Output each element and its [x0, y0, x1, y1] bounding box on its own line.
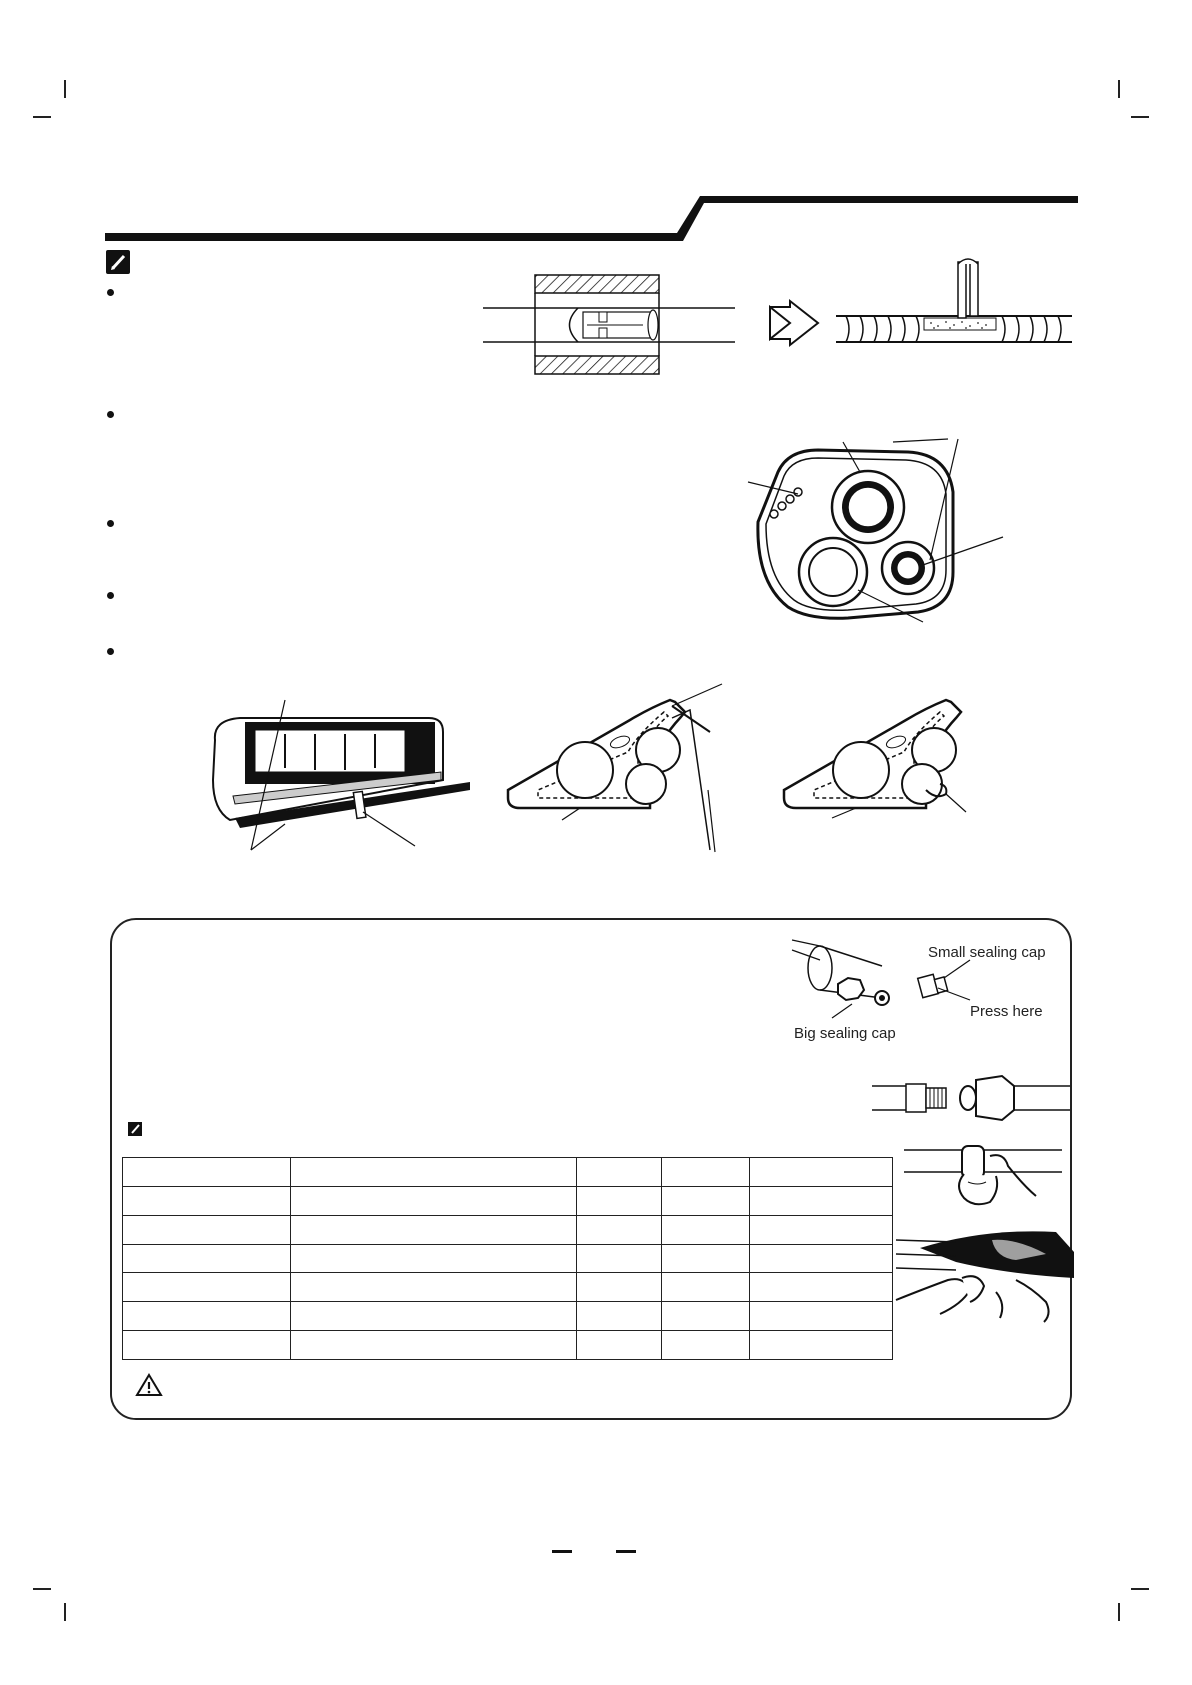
table-cell	[662, 1186, 750, 1215]
arrow-right-icon	[768, 301, 828, 345]
table-cell	[123, 1273, 291, 1302]
table-cell	[123, 1302, 291, 1331]
crop-mark-bottom-left-h	[33, 1588, 51, 1590]
table-cell	[291, 1331, 577, 1360]
bullet-1	[107, 289, 114, 296]
table-cell	[291, 1186, 577, 1215]
table-cell	[291, 1244, 577, 1273]
table-cell	[291, 1158, 577, 1187]
table-cell	[750, 1273, 893, 1302]
table-cell	[123, 1331, 291, 1360]
table-cell	[577, 1215, 662, 1244]
crop-mark-bottom-left-v	[64, 1603, 66, 1621]
pipe-joint-figure	[483, 272, 753, 382]
table-cell	[662, 1158, 750, 1187]
table-cell	[123, 1215, 291, 1244]
crop-mark-bottom-right-v	[1118, 1603, 1120, 1621]
page-number-dash-left	[552, 1550, 572, 1553]
table-cell	[577, 1331, 662, 1360]
table-cell	[750, 1302, 893, 1331]
table-cell	[750, 1215, 893, 1244]
table-cell	[662, 1273, 750, 1302]
table-cell	[577, 1158, 662, 1187]
table-cell	[291, 1273, 577, 1302]
table-row	[123, 1331, 893, 1360]
note-pencil-icon-small	[128, 1122, 142, 1136]
pipe-section-figure-left	[500, 690, 730, 860]
table-cell	[662, 1244, 750, 1273]
table-row	[123, 1158, 893, 1187]
table-row	[123, 1302, 893, 1331]
hand-tightening-figure	[904, 1146, 1074, 1226]
indoor-unit-leaders	[205, 700, 475, 850]
table-cell	[577, 1244, 662, 1273]
table-cell	[750, 1244, 893, 1273]
table-cell	[123, 1158, 291, 1187]
table-cell	[662, 1302, 750, 1331]
table-cell	[291, 1215, 577, 1244]
press-here-label: Press here	[970, 1003, 1043, 1020]
warning-triangle-icon	[135, 1373, 163, 1397]
small-sealing-cap-label: Small sealing cap	[928, 944, 1046, 961]
bullet-4	[107, 592, 114, 599]
spec-table	[122, 1157, 893, 1360]
table-cell	[662, 1215, 750, 1244]
pipe-section-figure-right	[776, 690, 1006, 860]
bullet-5	[107, 648, 114, 655]
table-cell	[577, 1273, 662, 1302]
table-row	[123, 1215, 893, 1244]
bullet-3	[107, 520, 114, 527]
table-row	[123, 1273, 893, 1302]
page-number-dash-right	[616, 1550, 636, 1553]
table-cell	[750, 1186, 893, 1215]
wrapped-pipe-figure	[836, 256, 1076, 356]
table-cell	[750, 1331, 893, 1360]
table-cell	[291, 1302, 577, 1331]
table-cell	[577, 1186, 662, 1215]
table-row	[123, 1244, 893, 1273]
big-sealing-cap-label: Big sealing cap	[794, 1025, 896, 1042]
pipe-bundle-cross-section	[748, 442, 1008, 642]
flare-nut-figure	[872, 1074, 1072, 1122]
table-cell	[123, 1244, 291, 1273]
note-pencil-icon	[106, 250, 130, 274]
crop-mark-bottom-right-h	[1131, 1588, 1149, 1590]
table-cell	[577, 1302, 662, 1331]
wrench-tightening-figure	[896, 1218, 1076, 1328]
header-rule	[0, 0, 1192, 260]
table-row	[123, 1186, 893, 1215]
table-cell	[123, 1186, 291, 1215]
table-cell	[662, 1331, 750, 1360]
bullet-2	[107, 411, 114, 418]
table-cell	[750, 1158, 893, 1187]
